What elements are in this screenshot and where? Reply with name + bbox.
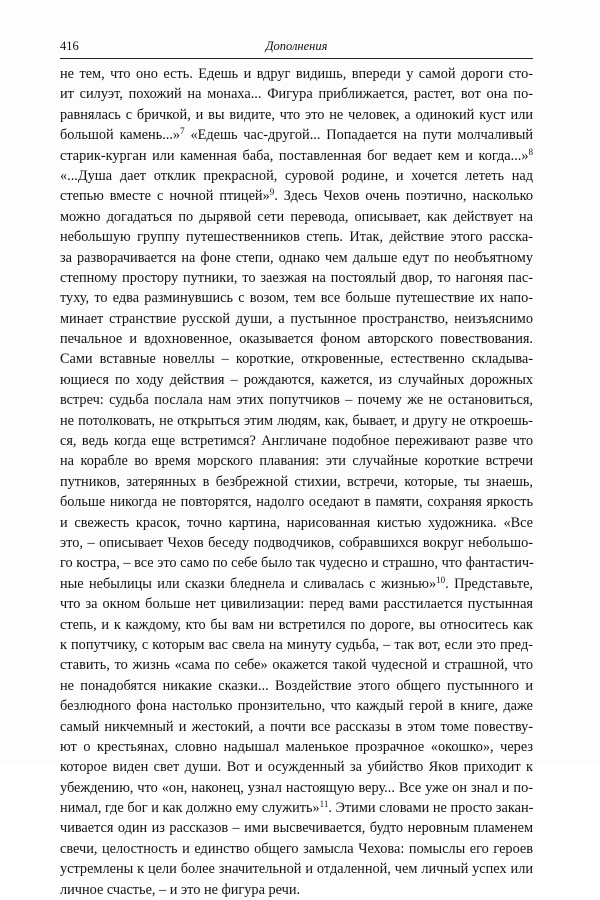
text-line (60, 778, 533, 798)
text-segment: не тем, что оно есть. Едешь и вдруг видишь, впереди у самой дороги сто- (60, 66, 533, 82)
text-line (60, 431, 533, 451)
text-line (60, 655, 533, 675)
text-line (60, 349, 533, 369)
text-segment: самый никчемный и жестокий, а почти все рассказы в этом томе повеству- (60, 718, 533, 735)
footnote-ref: 11 (319, 799, 329, 810)
text-line (60, 635, 533, 655)
text-line (60, 717, 533, 737)
text-segment: туху, то едва разминувшись с возом, тем все больше путешествие их напо- (60, 290, 533, 307)
text-segment: ставить, то жизнь «сама по себе» окажется такой чудесной и страшной, что (60, 657, 533, 674)
text-segment: чивается один из рассказов – ими высвечивается, будто неровным пламенем (60, 820, 533, 837)
page-number: 416 (60, 39, 79, 53)
text-line (60, 451, 533, 471)
text-line (60, 309, 533, 329)
text-line (60, 492, 533, 512)
text-segment: это, – описывает Чехов беседу подводчиков, собравшихся вокруг небольшо- (60, 534, 533, 551)
text-line (60, 64, 533, 84)
text-segment: Сами вставные новеллы – короткие, откровенные, естественно складыва- (60, 351, 533, 368)
text-segment: можно догадаться по дырявой сети перевода, описывает, как действует на (60, 208, 533, 225)
text-segment: за разворачивается на фоне степи, однако чем дальше едут по необъятному (60, 249, 533, 266)
text-segment: степному простору путники, то заезжая на постоялый двор, то нагоняя пас- (60, 269, 533, 286)
text-segment: равнялась с бричкой, и вы видите, что это не человек, а одинокий куст или (60, 106, 533, 123)
text-line (60, 390, 533, 410)
footnote-ref: 9 (269, 187, 275, 198)
text-segment: больше никогда не повторятся, надолго оседают в памяти, сохраняя яркость (60, 494, 533, 511)
text-segment: на корабле во время морского плавания: эти случайные короткие встречи (60, 453, 533, 470)
text-line (60, 574, 533, 594)
text-line (60, 533, 533, 553)
text-line (60, 798, 533, 818)
section-title: Дополнения (265, 39, 328, 53)
header-rule (60, 58, 533, 59)
footnote-ref: 7 (180, 126, 185, 137)
text-segment: безлюдного фона настолько пронзительно, что каждый герой в книге, даже (60, 698, 533, 715)
text-segment: к попутчику, с которым вас свела на минуту судьба, – так вот, если это пред- (60, 636, 533, 653)
text-line (60, 146, 533, 166)
text-segment: минает странствие русской души, а пустынное пространство, неизъяснимо (60, 310, 533, 327)
text-segment: степь, и к каждому, кто бы вам ни встретился по дороге, вы относитесь как (60, 616, 533, 633)
text-segment: небольшую группу путешественников степь. Итак, действие этого расска- (60, 229, 533, 246)
text-line (60, 84, 533, 104)
text-segment: не понадобятся никакие сказки... Воздействие этого общего пустынного и (60, 677, 533, 694)
text-line (60, 207, 533, 227)
text-line (60, 472, 533, 492)
text-segment: нимал, где бог и как должно ему служить» (60, 800, 320, 817)
running-head (60, 38, 533, 58)
text-segment: ся, ведь когда еще встретимся? Англичане подобное переживают разве что (60, 433, 533, 450)
text-line (60, 737, 533, 757)
text-segment: устремлены к цели более значительной и отдаленной, чем личный успех или (60, 861, 533, 878)
text-line (60, 696, 533, 716)
text-segment: старик-курган или каменная баба, поставленная бог ведает кем и когда...» (60, 147, 529, 164)
text-segment: убеждению, что «он, наконец, узнал настоящую веру... Все уже он знал и по- (60, 779, 533, 796)
text-segment: и свежесть красок, точно картина, нарисованная кистью художника. «Все (60, 514, 533, 531)
text-line (60, 859, 533, 879)
text-line (60, 594, 533, 614)
text-line (60, 513, 533, 533)
text-segment: ные небылицы или сказки бледнела и сливалась с жизнью» (60, 575, 437, 592)
text-line (60, 166, 533, 186)
text-line (60, 248, 533, 268)
text-segment: встреч: судьба послала нам этих попутчиков – почему же не остановиться, (60, 392, 533, 409)
text-segment: что за окном больше нет цивилизации: перед вами расстилается пустынная (60, 596, 533, 613)
text-segment: большой камень...» (60, 127, 181, 144)
text-line (60, 615, 533, 635)
text-segment: . Здесь Чехов очень поэтично, насколько (274, 188, 533, 205)
text-segment: го костра, – все это само по себе было так чудесно и страшно, что фантастич- (60, 555, 534, 572)
text-segment: ющиеся по ходу действия – рождаются, кажется, из случайных дорожных (60, 371, 533, 388)
footnote-ref: 10 (436, 574, 446, 585)
text-segment: ит силуэт, похожий на монаха... Фигура приближается, растет, вот она по- (60, 86, 533, 103)
text-segment: свечи, целостность и единство общего замысла Чехова: помыслы его героев (60, 840, 533, 857)
text-line (60, 329, 533, 349)
text-line (60, 186, 533, 206)
text-line (60, 553, 533, 573)
text-segment: . Этими словами не просто закан- (328, 800, 534, 817)
text-line (60, 676, 533, 696)
text-segment: печальное и вдохновенное, оказывается фоном авторского повествования. (60, 331, 533, 348)
text-segment: личное счастье, – и это не фигура речи. (60, 881, 301, 898)
text-segment: ют о крестьянах, словно надышал маленькое прозрачное «окошко», через (60, 738, 533, 755)
text-line (60, 757, 533, 777)
text-segment: «Едешь час-другой... Попадается на пути молчаливый (184, 127, 533, 144)
text-segment: которое виден свет души. Вот и осужденный за убийство Яков приходит к (60, 759, 533, 776)
text-line (60, 818, 533, 838)
text-line (60, 105, 533, 125)
text-line (60, 227, 533, 247)
text-line (60, 268, 533, 288)
body-text (60, 64, 533, 900)
footnote-ref: 8 (528, 146, 533, 157)
text-line (60, 125, 533, 145)
text-line (60, 880, 533, 900)
text-segment: степью вместе с ночной птицей» (60, 188, 270, 205)
text-line (60, 411, 533, 431)
text-line (60, 370, 533, 390)
text-line (60, 288, 533, 308)
text-segment: не потолковать, не открыться этим людям, как, бывает, и другу не откроешь- (60, 412, 533, 429)
text-segment: . Представьте, (445, 575, 533, 592)
text-segment: «...Душа дает отклик прекрасной, суровой родине, и хочется лететь над (60, 167, 533, 184)
text-line (60, 839, 533, 859)
text-segment: путников, затерянных в безбрежной стихии, встречи, которые, ты знаешь, (60, 473, 533, 490)
